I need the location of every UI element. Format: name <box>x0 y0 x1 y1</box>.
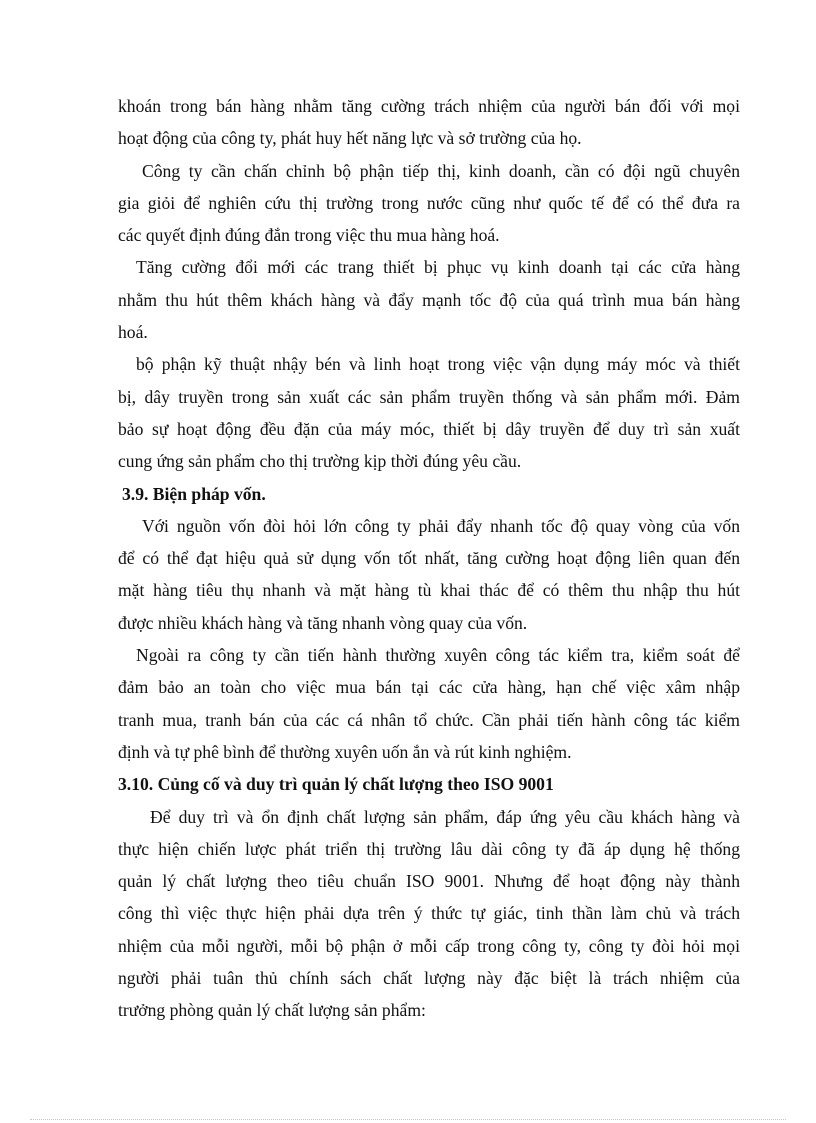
section-heading-iso-9001 <box>118 768 740 800</box>
paragraph-sales-accountability <box>118 90 740 155</box>
text-line: hoá. <box>118 322 148 343</box>
text-line: Công ty cần chấn chỉnh bộ phận tiếp thị, kinh doanh, cần có đội ngũ chuyên <box>142 160 740 181</box>
text-line: định và tự phê bình để thường xuyên uốn ắn và rút kinh nghiệm. <box>118 741 572 762</box>
text-line: các quyết định đúng đắn trong việc thu mua hàng hoá. <box>118 225 500 246</box>
text-line: bộ phận kỹ thuật nhậy bén và linh hoạt trong việc vận dụng máy móc và thiết <box>136 354 740 375</box>
text-line: hoạt động của công ty, phát huy hết năng lực và sở trường của họ. <box>118 128 582 149</box>
section-heading-capital-measures <box>118 478 740 510</box>
text-line: công thì việc thực hiện phải dựa trên ý thức tự giác, tinh thần làm chủ và trách <box>118 903 740 924</box>
text-line: tranh mua, tranh bán của các cá nhân tổ chức. Cần phải tiến hành công tác kiểm <box>118 709 740 730</box>
text-line: người phải tuân thủ chính sách chất lượng này đặc biệt là trách nhiệm của <box>118 968 740 989</box>
text-line: quản lý chất lượng theo tiêu chuẩn ISO 9001. Nhưng để hoạt động này thành <box>118 871 740 892</box>
text-line: đảm bảo an toàn cho việc mua bán tại các cửa hàng, hạn chế việc xâm nhập <box>118 677 740 698</box>
page-bottom-divider <box>30 1119 786 1120</box>
text-line: trưởng phòng quản lý chất lượng sản phẩm: <box>118 1000 426 1021</box>
text-line: thực hiện chiến lược phát triển thị trường lâu dài công ty đã áp dụng hệ thống <box>118 838 740 859</box>
document-page <box>118 90 740 1027</box>
text-line: khoán trong bán hàng nhằm tăng cường trách nhiệm của người bán đối với mọi <box>118 96 740 116</box>
paragraph-capital-turnover <box>118 510 740 639</box>
text-line: Để duy trì và ổn định chất lượng sản phẩm, đáp ứng yêu cầu khách hàng và <box>150 806 740 827</box>
text-line: bị, dây truyền trong sản xuất các sản phẩm truyền thống và sản phẩm mới. Đảm <box>118 386 740 407</box>
text-line: gia giỏi để nghiên cứu thị trường trong nước cũng như quốc tế để có thể đưa ra <box>118 192 740 213</box>
paragraph-inspection-control <box>118 639 740 768</box>
heading-text: 3.9. Biện pháp vốn. <box>122 483 266 504</box>
paragraph-marketing-team <box>118 155 740 252</box>
text-line: Với nguồn vốn đòi hỏi lớn công ty phải đẩy nhanh tốc độ quay vòng của vốn <box>142 515 740 536</box>
text-line: Tăng cường đổi mới các trang thiết bị phục vụ kinh doanh tại các cửa hàng <box>136 257 740 278</box>
paragraph-technical-department <box>118 348 740 477</box>
text-line: cung ứng sản phẩm cho thị trường kịp thời đúng yêu cầu. <box>118 451 522 472</box>
text-line: nhiệm của mỗi người, mỗi bộ phận ở mỗi cấp trong công ty, công ty đòi hỏi mọi <box>118 935 740 956</box>
text-line: bảo sự hoạt động đều đặn của máy móc, thiết bị dây truyền để duy trì sản xuất <box>118 418 740 439</box>
text-line: mặt hàng tiêu thụ nhanh và mặt hàng tù khai thác để có thêm thu nhập thu hút <box>118 580 740 601</box>
text-line: để có thể đạt hiệu quả sử dụng vốn tốt nhất, tăng cường hoạt động liên quan đến <box>118 548 740 569</box>
heading-text: 3.10. Củng cố và duy trì quản lý chất lượng theo ISO 9001 <box>118 774 554 795</box>
paragraph-quality-management <box>118 801 740 1027</box>
paragraph-equipment-renewal <box>118 251 740 348</box>
text-line: Ngoài ra công ty cần tiến hành thường xuyên công tác kiểm tra, kiểm soát để <box>136 645 740 666</box>
text-line: nhằm thu hút thêm khách hàng và đẩy mạnh tốc độ của quá trình mua bán hàng <box>118 289 740 310</box>
text-line: được nhiều khách hàng và tăng nhanh vòng quay của vốn. <box>118 612 528 633</box>
